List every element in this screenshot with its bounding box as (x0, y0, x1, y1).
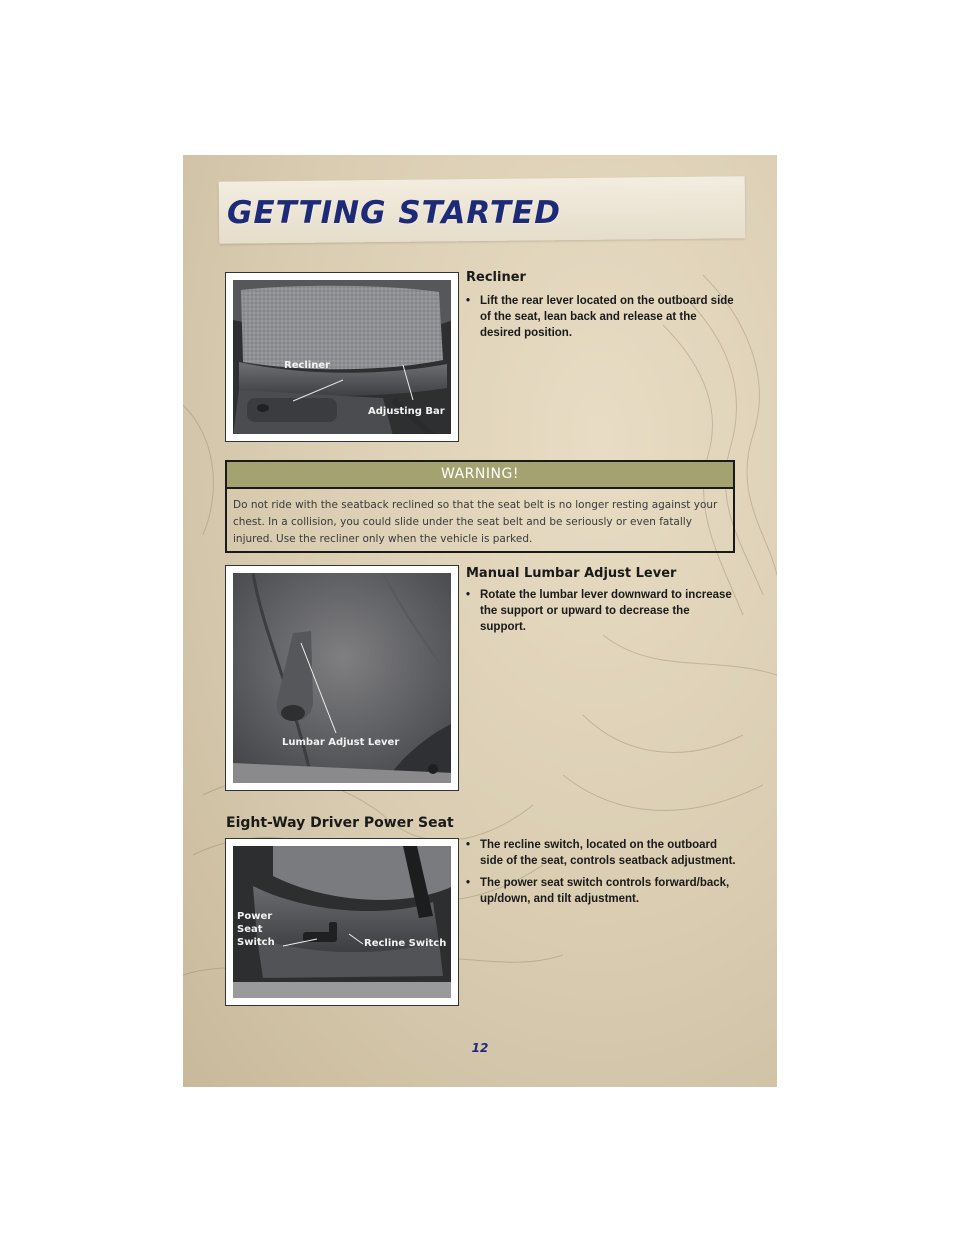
recline-switch-callout: Recline Switch (364, 938, 447, 949)
manual-page (183, 155, 777, 1087)
power-seat-heading: Eight-Way Driver Power Seat (226, 815, 454, 831)
power-seat-switch-line-3: Switch (237, 937, 275, 948)
recliner-callout: Recliner (284, 360, 331, 371)
list-item: • Lift the rear lever located on the outboard side of the seat, lean back and release at the desired position. (466, 293, 736, 341)
page-number: 12 (471, 1041, 489, 1055)
list-item: • Rotate the lumbar lever downward to increase the support or upward to decrease the support. (466, 587, 736, 635)
adjusting-bar-callout: Adjusting Bar (368, 406, 445, 417)
recliner-heading: Recliner (466, 270, 526, 285)
list-item: • The recline switch, located on the outboard side of the seat, controls seatback adjustment. (466, 837, 738, 869)
recliner-photo (225, 272, 459, 442)
lumbar-seat-image (233, 573, 451, 783)
lumbar-adjust-lever-callout: Lumbar Adjust Lever (282, 737, 400, 748)
section-title: GETTING STARTED (227, 195, 561, 231)
warning-title: WARNING! (227, 462, 733, 489)
warning-text: Do not ride with the seatback reclined so that the seat belt is no longer resting against your chest. In a collision, you could slide under the seat belt and be seriously or even fatally injured. Use the recliner only when the vehicle is parked. (233, 499, 718, 545)
power-seat-switch-callout (237, 910, 275, 949)
lumbar-heading: Manual Lumbar Adjust Lever (466, 566, 677, 581)
lumbar-bullets (466, 587, 736, 641)
recliner-bullets (466, 293, 736, 347)
power-seat-bullets (466, 837, 738, 913)
warning-box (225, 460, 735, 553)
power-seat-switch-line-2: Seat (237, 924, 263, 935)
lumbar-photo (225, 565, 459, 791)
power-seat-photo (225, 838, 459, 1006)
list-item: • The power seat switch controls forward/back, up/down, and tilt adjustment. (466, 875, 738, 907)
power-seat-switch-line-1: Power (237, 911, 273, 922)
